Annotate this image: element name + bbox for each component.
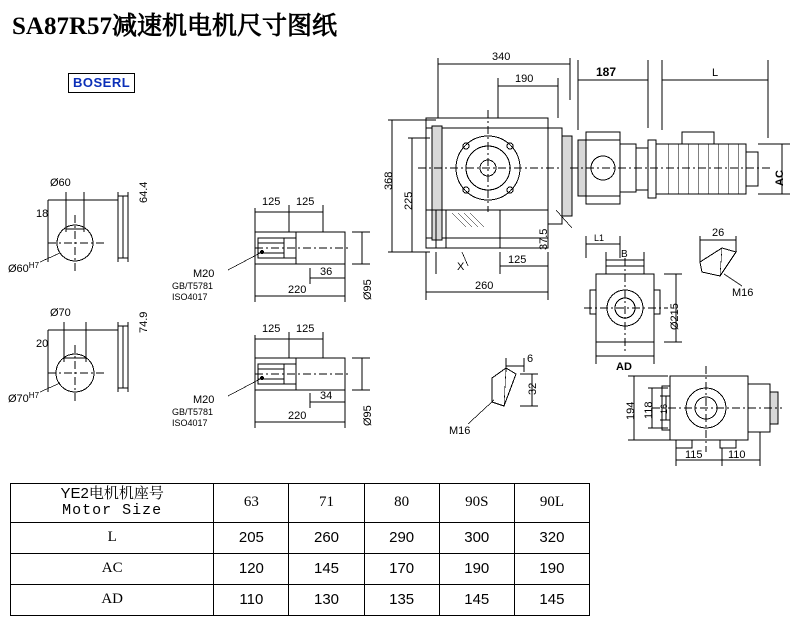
std-iso-top: ISO4017 xyxy=(172,292,208,302)
cell-L-90L: 320 xyxy=(514,522,589,553)
dim-36: 36 xyxy=(320,266,333,278)
std-gb-top: GB/T5781 xyxy=(172,281,214,291)
dim-34: 34 xyxy=(320,390,333,402)
cell-AC-90S: 190 xyxy=(439,553,514,584)
table-col-3: 90S xyxy=(439,484,514,523)
dim-118: 118 xyxy=(643,401,655,419)
table-row xyxy=(11,584,590,615)
dim-d70-top: Ø70 xyxy=(50,307,71,319)
dim-125-a-bot: 125 xyxy=(262,323,281,335)
motor-size-table xyxy=(10,483,590,616)
dim-74-9: 74.9 xyxy=(138,311,150,333)
dim-key-18: 18 xyxy=(36,208,49,220)
dim-340: 340 xyxy=(492,51,511,63)
cell-L-90S: 300 xyxy=(439,522,514,553)
dim-125-main: 125 xyxy=(508,254,527,266)
row-label-AC: AC xyxy=(11,553,214,584)
dim-d95-bot: Ø95 xyxy=(362,405,374,426)
table-header-line1: YE2电机机座号 xyxy=(60,485,164,502)
table-row xyxy=(11,553,590,584)
cell-AC-63: 120 xyxy=(214,553,289,584)
dim-225: 225 xyxy=(403,191,415,210)
table-col-0: 63 xyxy=(214,484,289,523)
dim-d215: Ø215 xyxy=(669,303,681,330)
dim-187: 187 xyxy=(596,65,617,79)
std-gb-bot: GB/T5781 xyxy=(172,407,214,417)
dim-64-4: 64.4 xyxy=(138,181,150,203)
dim-194: 194 xyxy=(625,401,637,420)
table-col-1: 71 xyxy=(289,484,364,523)
bolt-m16-right: M16 xyxy=(732,287,754,299)
brand-logo: BOSERL xyxy=(68,73,135,93)
dim-32: 32 xyxy=(527,382,539,395)
dim-125-a-top: 125 xyxy=(262,196,281,208)
cell-L-80: 290 xyxy=(364,522,439,553)
row-label-AD: AD xyxy=(11,584,214,615)
page-title: SA87R57减速机电机尺寸图纸 xyxy=(12,13,338,40)
table-col-4: 90L xyxy=(514,484,589,523)
cell-AC-80: 170 xyxy=(364,553,439,584)
dim-L: L xyxy=(712,67,719,79)
dim-260: 260 xyxy=(475,280,494,292)
dim-d95-top: Ø95 xyxy=(362,279,374,300)
cell-L-63: 205 xyxy=(214,522,289,553)
std-iso-bot: ISO4017 xyxy=(172,418,208,428)
dim-d60-top: Ø60 xyxy=(50,177,71,189)
row-label-L: L xyxy=(11,522,214,553)
cell-AD-90L: 145 xyxy=(514,584,589,615)
label-AC: AC xyxy=(774,170,786,186)
dim-110: 110 xyxy=(728,449,746,461)
dim-37-5: 37.5 xyxy=(538,228,550,250)
bolt-m20-bot: M20 xyxy=(193,394,215,406)
dim-125-b-top: 125 xyxy=(296,196,315,208)
dim-B: B xyxy=(621,249,628,260)
dim-190: 190 xyxy=(515,73,534,85)
dim-16: 16 xyxy=(659,403,669,414)
table-header-line2: Motor Size xyxy=(62,501,163,519)
bolt-m16-left: M16 xyxy=(449,425,471,437)
dim-26: 26 xyxy=(712,227,725,239)
cell-AC-71: 145 xyxy=(289,553,364,584)
table-header-label xyxy=(11,484,214,523)
dim-d70-h7: $Ø70^{H7}$ xyxy=(8,391,40,405)
cell-AD-63: 110 xyxy=(214,584,289,615)
dim-125-b-bot: 125 xyxy=(296,323,315,335)
dim-368: 368 xyxy=(383,171,395,190)
cell-L-71: 260 xyxy=(289,522,364,553)
label-AD: AD xyxy=(616,361,632,373)
bolt-m20-top: M20 xyxy=(193,268,215,280)
table-header-row xyxy=(11,484,590,523)
mark-X: X xyxy=(457,261,465,273)
cell-AC-90L: 190 xyxy=(514,553,589,584)
cell-AD-71: 130 xyxy=(289,584,364,615)
table-row xyxy=(11,522,590,553)
dim-L1: L1 xyxy=(594,233,605,243)
dim-6: 6 xyxy=(527,353,534,365)
dim-115: 115 xyxy=(685,449,703,461)
dim-key-20: 20 xyxy=(36,338,49,350)
dim-d60-h7: $Ø60^{H7}$ xyxy=(8,261,40,275)
dim-220-bot: 220 xyxy=(288,410,307,422)
cell-AD-90S: 145 xyxy=(439,584,514,615)
dim-220-top: 220 xyxy=(288,284,307,296)
table-col-2: 80 xyxy=(364,484,439,523)
cell-AD-80: 135 xyxy=(364,584,439,615)
